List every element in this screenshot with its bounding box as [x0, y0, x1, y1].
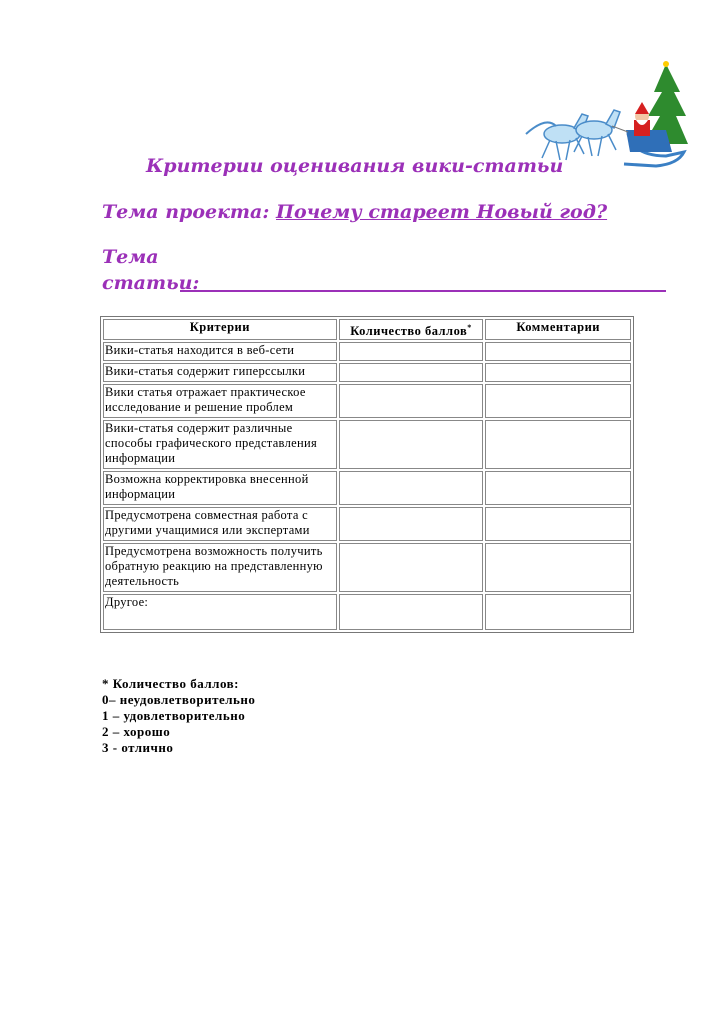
comment-cell[interactable]: [485, 507, 631, 541]
comment-cell[interactable]: [485, 543, 631, 592]
score-cell[interactable]: [339, 363, 484, 382]
table-row: [103, 342, 631, 361]
comment-cell[interactable]: [485, 384, 631, 418]
criterion-cell: Другое:: [103, 594, 337, 630]
score-cell[interactable]: [339, 384, 484, 418]
table-row: [103, 363, 631, 382]
project-topic-label: Тема проекта:: [102, 201, 270, 223]
table-row: [103, 543, 631, 592]
criterion-cell: Вики-статья находится в веб-сети: [103, 342, 337, 361]
comment-cell[interactable]: [485, 471, 631, 505]
article-topic-blank: [180, 290, 666, 292]
article-label-line2: статьи:: [102, 272, 200, 294]
article-topic-label: [102, 244, 199, 296]
comment-cell[interactable]: [485, 594, 631, 630]
score-legend-heading: * Количество баллов:: [102, 676, 239, 691]
table-row: [103, 507, 631, 541]
score-legend-item: 2 – хорошо: [102, 724, 171, 739]
criteria-table: [100, 316, 634, 633]
header-score-mark: *: [467, 323, 472, 332]
comment-cell[interactable]: [485, 342, 631, 361]
header-criteria: Критерии: [103, 319, 337, 340]
criterion-cell: Вики-статья содержит различные способы графического представления информации: [103, 420, 337, 469]
score-cell[interactable]: [339, 342, 484, 361]
score-legend-item: 1 – удовлетворительно: [102, 708, 246, 723]
criterion-cell: Вики статья отражает практическое исследование и решение проблем: [103, 384, 337, 418]
comment-cell[interactable]: [485, 363, 631, 382]
header-score-label: Количество баллов: [350, 324, 468, 339]
table-row: [103, 420, 631, 469]
page-title: Критерии оценивания вики-статьи: [146, 155, 564, 177]
table-row: [103, 594, 631, 630]
score-cell[interactable]: [339, 507, 484, 541]
article-label-line1: Тема: [102, 246, 159, 268]
criterion-cell: Возможна корректировка внесенной информации: [103, 471, 337, 505]
project-topic: [102, 201, 607, 223]
comment-cell[interactable]: [485, 420, 631, 469]
score-legend-item: 0– неудовлетворительно: [102, 692, 256, 707]
project-topic-value: Почему стареет Новый год?: [276, 201, 608, 223]
score-cell[interactable]: [339, 471, 484, 505]
score-cell[interactable]: [339, 543, 484, 592]
score-cell[interactable]: [339, 420, 484, 469]
score-cell[interactable]: [339, 594, 484, 630]
table-row: [103, 384, 631, 418]
score-legend-item: 3 - отлично: [102, 740, 174, 755]
header-comments: Комментарии: [485, 319, 631, 340]
criterion-cell: Предусмотрена возможность получить обратную реакцию на представленную деятельность: [103, 543, 337, 592]
table-row: [103, 471, 631, 505]
table-header-row: [103, 319, 631, 340]
header-score: [339, 319, 484, 340]
criterion-cell: Вики-статья содержит гиперссылки: [103, 363, 337, 382]
criterion-cell: Предусмотрена совместная работа с другими учащимися или экспертами: [103, 507, 337, 541]
score-legend: [102, 676, 255, 756]
